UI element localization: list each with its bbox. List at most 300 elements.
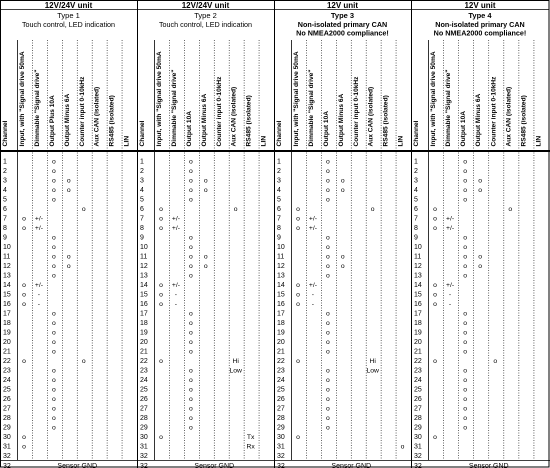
channel-number: 18 (3, 320, 11, 327)
column-header-label: RS485 (isolated) (108, 95, 116, 147)
channel-number: 15 (414, 291, 422, 299)
channel-number: 11 (3, 253, 11, 261)
channel-cell-value: o (188, 310, 193, 318)
channel-number: 5 (277, 196, 281, 204)
channel-cell-value: o (159, 301, 163, 308)
channel-number: 8 (3, 225, 7, 232)
channel-cell-value: o (325, 320, 330, 327)
channel-cell-value: +/- (308, 215, 317, 223)
channel-cell-value: +/- (446, 225, 455, 232)
channel-number: 30 (277, 434, 285, 441)
column-header-label: RS485 (isolated) (520, 95, 528, 147)
channel-cell-value: o (325, 377, 330, 384)
channel-number: 8 (277, 225, 281, 232)
channel-number: 32 (140, 453, 148, 460)
channel-cell-value: o (325, 367, 330, 375)
channel-cell-value: o (51, 348, 56, 356)
channel-number: 27 (3, 405, 11, 413)
channel-number: 19 (414, 329, 422, 337)
channel-cell-value: o (51, 367, 56, 375)
channel-cell-value: o (463, 177, 468, 185)
channel-cell-value: o (22, 282, 26, 289)
channel-cell-value: o (296, 282, 300, 289)
channel-cell-value: o (188, 405, 193, 413)
channel-number: 5 (3, 196, 7, 204)
channel-cell-value: o (66, 177, 71, 185)
channel-number: 29 (140, 424, 148, 432)
footer-sensor-gnd: Sensor GND (194, 463, 235, 468)
channel-cell-value: o (493, 358, 498, 365)
channel-cell-value: o (51, 272, 56, 280)
channel-cell-value: o (463, 272, 468, 280)
channel-cell-value: o (22, 434, 26, 441)
channel-cell-value: o (51, 405, 56, 413)
channel-cell-value: o (463, 234, 468, 242)
channel-number: 4 (3, 187, 7, 194)
channel-number: 1 (140, 158, 144, 166)
column-header-label: Dimmable "Signal drive" (307, 69, 315, 147)
channel-number: 22 (140, 358, 148, 365)
channel-cell-value: o (66, 263, 71, 270)
channel-cell-value: - (311, 301, 315, 308)
channel-cell-value: - (448, 301, 452, 308)
column-header-label: Output Plus 10A (48, 95, 56, 147)
channel-number: 24 (140, 377, 148, 384)
channel-cell-value: o (463, 244, 468, 251)
channel-number: 17 (3, 310, 11, 318)
channel-cell-value: o (433, 291, 437, 299)
footer-channel-number: 32 (3, 463, 11, 468)
column-header-label: LIN (123, 135, 131, 147)
channel-cell-value: o (188, 329, 193, 337)
channel-number: 30 (140, 434, 148, 441)
channel-cell-value: o (51, 424, 56, 432)
channel-cell-value: o (51, 187, 56, 194)
channel-cell-value: o (463, 168, 468, 175)
channel-number: 1 (414, 158, 418, 166)
channel-cell-value: o (433, 434, 437, 441)
channel-cell-value: o (188, 424, 193, 432)
channel-number: 31 (277, 443, 285, 451)
channel-cell-value: o (325, 329, 330, 337)
channel-number: 7 (3, 215, 7, 223)
channel-number: 14 (140, 282, 148, 289)
channel-number: 11 (140, 253, 148, 261)
column-header-label: RS485 (isolated) (382, 95, 390, 147)
column-header-label: Channel (276, 120, 283, 147)
channel-cell-value: o (233, 206, 238, 213)
channel-number: 21 (3, 348, 11, 356)
footer-sensor-gnd: Sensor GND (57, 463, 98, 468)
channel-cell-value: o (51, 310, 56, 318)
channel-cell-value: o (325, 348, 330, 356)
channel-cell-value: o (51, 386, 56, 394)
channel-cell-value: o (463, 386, 468, 394)
column-header-label: Output 10A (460, 110, 468, 147)
channel-cell-value: o (159, 358, 163, 365)
channel-number: 12 (414, 263, 422, 270)
column-header-label: Dimmable "Signal drive" (33, 69, 41, 147)
channel-number: 30 (3, 434, 11, 441)
channel-number: 3 (140, 177, 144, 185)
column-header-label: Aux CAN (isolated) (505, 86, 513, 147)
channel-cell-value: o (463, 158, 468, 166)
footer-channel-number: 32 (414, 463, 422, 468)
unit-description: Touch control, LED indication (158, 20, 253, 29)
column-header-label: Output Minus 6A (200, 93, 208, 147)
channel-cell-value: - (174, 291, 178, 299)
channel-cell-value: o (188, 263, 193, 270)
channel-cell-value: o (22, 443, 26, 451)
channel-cell-value: o (325, 386, 330, 394)
channel-cell-value: - (174, 301, 178, 308)
unit-voltage-label: 12V unit (464, 1, 496, 10)
channel-number: 24 (3, 377, 11, 384)
channel-cell-value: +/- (308, 225, 317, 232)
channel-number: 12 (3, 263, 11, 270)
channel-cell-value: o (51, 196, 56, 204)
channel-number: 28 (277, 415, 285, 422)
channel-number: 22 (3, 358, 11, 365)
channel-number: 3 (3, 177, 7, 185)
channel-number: 27 (140, 405, 148, 413)
channel-number: 18 (140, 320, 148, 327)
column-header-label: Counter input 0-10kHz (490, 76, 498, 147)
channel-cell-value: +/- (446, 215, 455, 223)
channel-number: 29 (414, 424, 422, 432)
column-header-label: Output Minus 6A (337, 93, 345, 147)
column-header-label: Counter input 0-10kHz (352, 76, 360, 147)
channel-number: 29 (3, 424, 11, 432)
channel-number: 32 (277, 453, 285, 460)
column-header-label: Output 10A (185, 110, 193, 147)
channel-number: 2 (140, 168, 144, 175)
column-header-label: Aux CAN (isolated) (367, 86, 375, 147)
channel-cell-value: o (203, 253, 208, 261)
channel-cell-value: o (188, 386, 193, 394)
channel-cell-value: o (463, 396, 468, 403)
column-header-label: Aux CAN (isolated) (93, 86, 101, 147)
channel-number: 4 (140, 187, 144, 194)
footer-sensor-gnd: Sensor GND (331, 463, 372, 468)
channel-cell-value: o (51, 396, 56, 403)
channel-number: 8 (140, 225, 144, 232)
channel-cell-value: o (188, 244, 193, 251)
channel-cell-value: o (325, 168, 330, 175)
channel-cell-value: o (188, 177, 193, 185)
channel-cell-value: o (81, 358, 86, 365)
channel-cell-value: +/- (34, 215, 43, 223)
channel-number: 21 (277, 348, 285, 356)
channel-number: 16 (414, 301, 422, 308)
column-header-label: Output Minus 6A (475, 93, 483, 147)
channel-number: 25 (277, 386, 285, 394)
channel-number: 31 (3, 443, 11, 451)
channel-number: 28 (414, 415, 422, 422)
channel-number: 20 (140, 339, 148, 346)
channel-number: 20 (3, 339, 11, 346)
channel-number: 6 (3, 206, 7, 213)
channel-number: 3 (277, 177, 281, 185)
channel-number: 23 (277, 367, 285, 375)
channel-cell-value: o (463, 348, 468, 356)
channel-number: 16 (277, 301, 285, 308)
channel-cell-value: o (325, 196, 330, 204)
channel-cell-value: o (188, 348, 193, 356)
channel-number: 31 (414, 443, 422, 451)
channel-cell-value: o (188, 253, 193, 261)
channel-number: 23 (3, 367, 11, 375)
channel-number: 19 (3, 329, 11, 337)
channel-cell-value: o (203, 263, 208, 270)
channel-cell-value: o (203, 187, 208, 194)
channel-number: 8 (414, 225, 418, 232)
channel-cell-value: o (463, 310, 468, 318)
channel-number: 25 (3, 386, 11, 394)
channel-number: 9 (3, 234, 7, 242)
channel-number: 2 (3, 168, 7, 175)
channel-cell-value: o (433, 282, 437, 289)
channel-number: 3 (414, 177, 418, 185)
unit-type-label: Type 2 (194, 11, 217, 20)
channel-cell-value: o (188, 367, 193, 375)
channel-number: 13 (277, 272, 285, 280)
channel-cell-value: o (478, 177, 483, 185)
channel-number: 13 (414, 272, 422, 280)
footer-channel-number: 32 (140, 463, 148, 468)
channel-cell-value: Rx (246, 443, 255, 451)
unit-voltage-label: 12V/24V unit (44, 1, 93, 10)
channel-cell-value: o (325, 253, 330, 261)
channel-number: 7 (140, 215, 144, 223)
channel-number: 26 (277, 396, 285, 403)
channel-cell-value: +/- (34, 225, 43, 232)
channel-cell-value: +/- (446, 282, 455, 289)
channel-cell-value: o (296, 225, 300, 232)
channel-cell-value: o (159, 215, 163, 223)
channel-number: 23 (140, 367, 148, 375)
channel-cell-value: o (340, 263, 345, 270)
channel-cell-value: o (22, 301, 26, 308)
channel-number: 29 (277, 424, 285, 432)
column-header-label: LIN (260, 135, 268, 147)
channel-cell-value: o (370, 206, 375, 213)
channel-number: 6 (277, 206, 281, 213)
channel-number: 32 (3, 453, 11, 460)
channel-number: 26 (414, 396, 422, 403)
channel-cell-value: o (203, 177, 208, 185)
footer-sensor-gnd: Sensor GND (468, 463, 509, 468)
channel-number: 9 (277, 234, 281, 242)
channel-cell-value: o (296, 301, 300, 308)
column-header-label: Dimmable "Signal drive" (445, 69, 453, 147)
column-header-label: Channel (2, 120, 9, 147)
channel-cell-value: o (340, 253, 345, 261)
channel-number: 26 (3, 396, 11, 403)
unit-type-label: Type 3 (330, 11, 355, 20)
channel-cell-value: o (188, 415, 193, 422)
channel-cell-value: o (296, 291, 300, 299)
channel-cell-value: o (433, 215, 437, 223)
channel-cell-value: o (188, 377, 193, 384)
channel-number: 13 (140, 272, 148, 280)
channel-cell-value: o (51, 158, 56, 166)
channel-cell-value: o (159, 291, 163, 299)
channel-cell-value: +/- (171, 215, 180, 223)
channel-cell-value: o (325, 158, 330, 166)
unit-description: Non-isolated primary CAN (297, 20, 388, 29)
channel-number: 10 (3, 244, 11, 251)
channel-cell-value: o (188, 234, 193, 242)
unit-type-label: Type 1 (57, 11, 80, 20)
channel-cell-value: o (159, 282, 163, 289)
channel-number: 17 (414, 310, 422, 318)
channel-cell-value: o (463, 196, 468, 204)
channel-number: 4 (277, 187, 281, 194)
channel-cell-value: Tx (246, 434, 255, 441)
channel-number: 28 (3, 415, 11, 422)
channel-cell-value: o (188, 272, 193, 280)
channel-number: 28 (140, 415, 148, 422)
channel-number: 9 (414, 234, 418, 242)
channel-cell-value: o (159, 206, 163, 213)
channel-cell-value: o (325, 396, 330, 403)
channel-number: 11 (414, 253, 422, 261)
channel-cell-value: o (433, 301, 437, 308)
channel-cell-value: o (463, 367, 468, 375)
column-header-label: Channel (413, 120, 420, 147)
channel-number: 27 (277, 405, 285, 413)
channel-cell-value: o (22, 291, 26, 299)
column-header-label: Counter input 0-10kHz (78, 76, 86, 147)
channel-cell-value: o (296, 434, 300, 441)
channel-cell-value: o (463, 329, 468, 337)
channel-number: 1 (277, 158, 281, 166)
column-header-label: Input, with "Signal drive 50mA (156, 51, 163, 147)
channel-cell-value: o (22, 225, 26, 232)
channel-cell-value: o (51, 244, 56, 251)
channel-cell-value: o (22, 215, 26, 223)
channel-cell-value: o (433, 225, 437, 232)
channel-cell-value: o (463, 320, 468, 327)
channel-cell-value: +/- (308, 282, 317, 289)
channel-cell-value: o (433, 206, 437, 213)
channel-cell-value: o (478, 253, 483, 261)
channel-number: 11 (277, 253, 285, 261)
channel-number: 15 (3, 291, 11, 299)
channel-cell-value: o (51, 320, 56, 327)
column-header-label: RS485 (isolated) (245, 95, 253, 147)
channel-number: 10 (277, 244, 285, 251)
channel-number: 18 (277, 320, 285, 327)
channel-cell-value: o (188, 396, 193, 403)
channel-cell-value: o (51, 168, 56, 175)
channel-number: 2 (414, 168, 418, 175)
channel-cell-value: o (296, 358, 300, 365)
unit-description: Touch control, LED indication (21, 20, 116, 29)
channel-cell-value: o (325, 405, 330, 413)
unit-description: Non-isolated primary CAN (435, 20, 525, 29)
channel-cell-value: Hi (232, 358, 239, 365)
channel-cell-value: Low (229, 367, 242, 375)
unit-voltage-label: 12V/24V unit (181, 1, 230, 10)
column-header-label: Dimmable "Signal drive" (170, 69, 178, 147)
column-header-label: Output 10A (322, 110, 330, 147)
column-header-label: Channel (139, 120, 146, 147)
channel-number: 26 (140, 396, 148, 403)
channel-cell-value: Low (366, 367, 379, 375)
channel-number: 24 (414, 377, 422, 384)
channel-cell-value: - (311, 291, 315, 299)
channel-cell-value: o (463, 377, 468, 384)
channel-number: 31 (140, 443, 148, 451)
channel-number: 18 (414, 320, 422, 327)
channel-number: 22 (414, 358, 422, 365)
channel-cell-value: o (463, 187, 468, 194)
channel-cell-value: o (188, 168, 193, 175)
channel-number: 15 (140, 291, 148, 299)
channel-number: 5 (414, 196, 418, 204)
channel-cell-value: +/- (171, 282, 180, 289)
channel-cell-value: o (51, 263, 56, 270)
column-header-label: Aux CAN (isolated) (230, 86, 238, 147)
channel-cell-value: o (325, 424, 330, 432)
unit-voltage-label: 12V unit (326, 1, 359, 10)
channel-cell-value: o (325, 415, 330, 422)
column-header-label: Input, with "Signal drive 50mA (430, 51, 437, 147)
channel-number: 6 (414, 206, 418, 213)
channel-number: 22 (277, 358, 285, 365)
channel-cell-value: o (188, 158, 193, 166)
channel-cell-value: o (51, 234, 56, 242)
column-header-label: Counter input 0-10kHz (215, 76, 223, 147)
channel-cell-value: o (325, 234, 330, 242)
channel-number: 17 (140, 310, 148, 318)
channel-cell-value: o (463, 424, 468, 432)
channel-number: 4 (414, 187, 418, 194)
channel-cell-value: o (188, 196, 193, 204)
channel-cell-value: o (463, 415, 468, 422)
channel-cell-value: o (296, 206, 300, 213)
channel-cell-value: o (325, 339, 330, 346)
channel-cell-value: o (478, 187, 483, 194)
unit-description: No NMEA2000 compliance! (433, 28, 527, 38)
channel-number: 12 (277, 263, 285, 270)
channel-cell-value: o (478, 263, 483, 270)
channel-number: 9 (140, 234, 144, 242)
channel-cell-value: o (463, 339, 468, 346)
channel-cell-value: o (51, 253, 56, 261)
channel-cell-value: +/- (34, 282, 43, 289)
channel-cell-value: o (188, 187, 193, 194)
channel-number: 25 (414, 386, 422, 394)
channel-cell-value: - (37, 301, 41, 308)
channel-cell-value: o (340, 177, 345, 185)
channel-number: 6 (140, 206, 144, 213)
channel-number: 13 (3, 272, 11, 280)
channel-number: 10 (414, 244, 422, 251)
channel-number: 20 (414, 339, 422, 346)
channel-cell-value: Hi (369, 358, 376, 365)
channel-cell-value: o (51, 329, 56, 337)
channel-cell-value: o (508, 206, 513, 213)
channel-cell-value: o (463, 253, 468, 261)
channel-number: 15 (277, 291, 285, 299)
channel-number: 14 (3, 282, 11, 289)
channel-cell-value: o (66, 253, 71, 261)
channel-cell-value: o (463, 263, 468, 270)
channel-cell-value: o (325, 310, 330, 318)
